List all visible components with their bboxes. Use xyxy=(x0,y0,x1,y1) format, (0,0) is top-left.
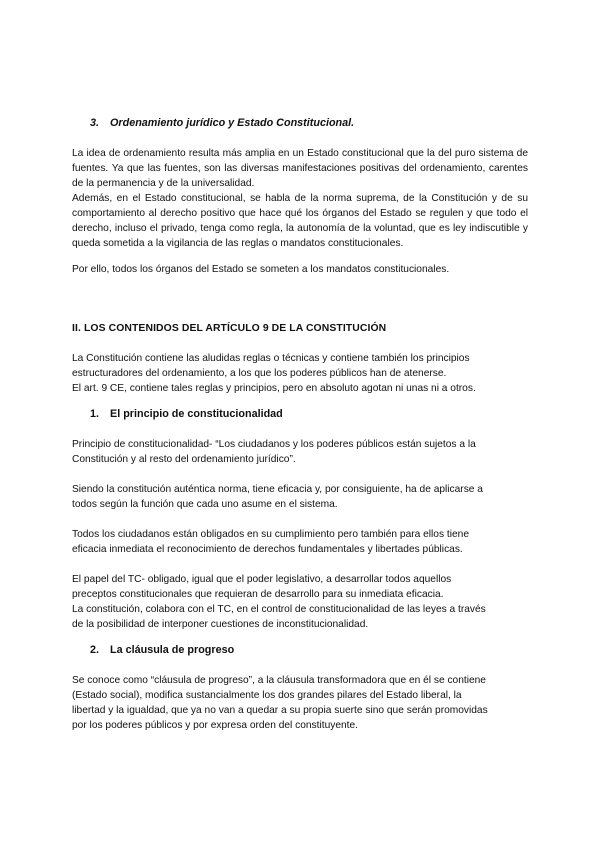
text-line: libertad y la igualdad, que ya no van a quedar a su propia suerte sino que serán promovidas xyxy=(72,705,488,716)
text-line: Todos los ciudadanos están obligados en su cumplimiento pero también para ellos tiene xyxy=(72,529,469,540)
part-2-heading: II. LOS CONTENIDOS DEL ARTÍCULO 9 DE LA CONSTITUCIÓN xyxy=(72,323,387,334)
section-3-paragraph-1: La idea de ordenamiento resulta más amplia en un Estado constitucional que la del puro sistema de fuentes. Ya que las fuentes, son las diversas manifestaciones positivas del ordenamiento, carentes de la permanencia y de la universalidad. xyxy=(72,148,528,189)
subsection-2-paragraph-1 xyxy=(72,673,528,733)
text-line: todos según la función que cada uno asume en el sistema. xyxy=(72,499,338,510)
text-line: Constitución y al resto del ordenamiento jurídico”. xyxy=(72,454,296,465)
subsection-1-paragraph-4 xyxy=(72,572,528,632)
section-3-paragraph-3: Por ello, todos los órganos del Estado se someten a los mandatos constitucionales. xyxy=(72,264,450,275)
subsection-1-number: 1. xyxy=(90,408,100,420)
subsection-2-heading xyxy=(90,643,234,658)
subsection-1-paragraph-2 xyxy=(72,482,528,512)
text-line: por los poderes públicos y por expresa orden del constituyente. xyxy=(72,720,358,731)
text-line: (Estado social), modifica sustancialmente los dos grandes pilares del Estado liberal, la xyxy=(72,690,462,701)
text-line: El papel del TC- obligado, igual que el poder legislativo, a desarrollar todos aquellos xyxy=(72,574,452,585)
part-2-intro xyxy=(72,351,528,396)
text-line: La constitución, colabora con el TC, en el control de constitucionalidad de las leyes a través xyxy=(72,604,486,615)
text-line: de la posibilidad de interponer cuestiones de inconstitucionalidad. xyxy=(72,619,369,630)
subsection-1-title: El principio de constitucionalidad xyxy=(110,408,283,420)
subsection-2-number: 2. xyxy=(90,644,100,656)
text-line: La Constitución contiene las aludidas reglas o técnicas y contiene también los principios xyxy=(72,353,470,364)
subsection-1-paragraph-1 xyxy=(72,437,528,467)
section-3-heading xyxy=(90,116,354,131)
text-line: estructuradores del ordenamiento, a los que los poderes públicos han de atenerse. xyxy=(72,368,447,379)
text-line: El art. 9 CE, contiene tales reglas y principios, pero en absoluto agotan ni unas ni a otros. xyxy=(72,383,476,394)
section-3-number: 3. xyxy=(90,117,100,129)
subsection-2-title: La cláusula de progreso xyxy=(110,644,235,656)
text-line: Principio de constitucionalidad- “Los ciudadanos y los poderes públicos están sujetos a la xyxy=(72,439,476,450)
text-line: eficacia inmediata el reconocimiento de derechos fundamentales y libertades públicas. xyxy=(72,544,463,555)
section-3-title: Ordenamiento jurídico y Estado Constitucional. xyxy=(110,117,355,129)
subsection-1-heading xyxy=(90,407,283,422)
section-3-paragraph-2: Además, en el Estado constitucional, se habla de la norma suprema, de la Constitución y de su comportamiento al derecho positivo que hace qué los órganos del Estado se regulen y que todo el derecho, incluso el privado, tenga como regla, la autonomía de la voluntad, que es ley indiscutible y queda sometida a la vigilancia de las reglas o mandatos constitucionales. xyxy=(72,193,528,249)
text-line: Siendo la constitución auténtica norma, tiene eficacia y, por consiguiente, ha de aplicarse a xyxy=(72,484,483,495)
text-line: preceptos constitucionales que requieran de desarrollo para su inmediata eficacia. xyxy=(72,589,444,600)
text-line: Se conoce como “cláusula de progreso”, a la cláusula transformadora que en él se contiene xyxy=(72,675,486,686)
subsection-1-paragraph-3 xyxy=(72,527,528,557)
